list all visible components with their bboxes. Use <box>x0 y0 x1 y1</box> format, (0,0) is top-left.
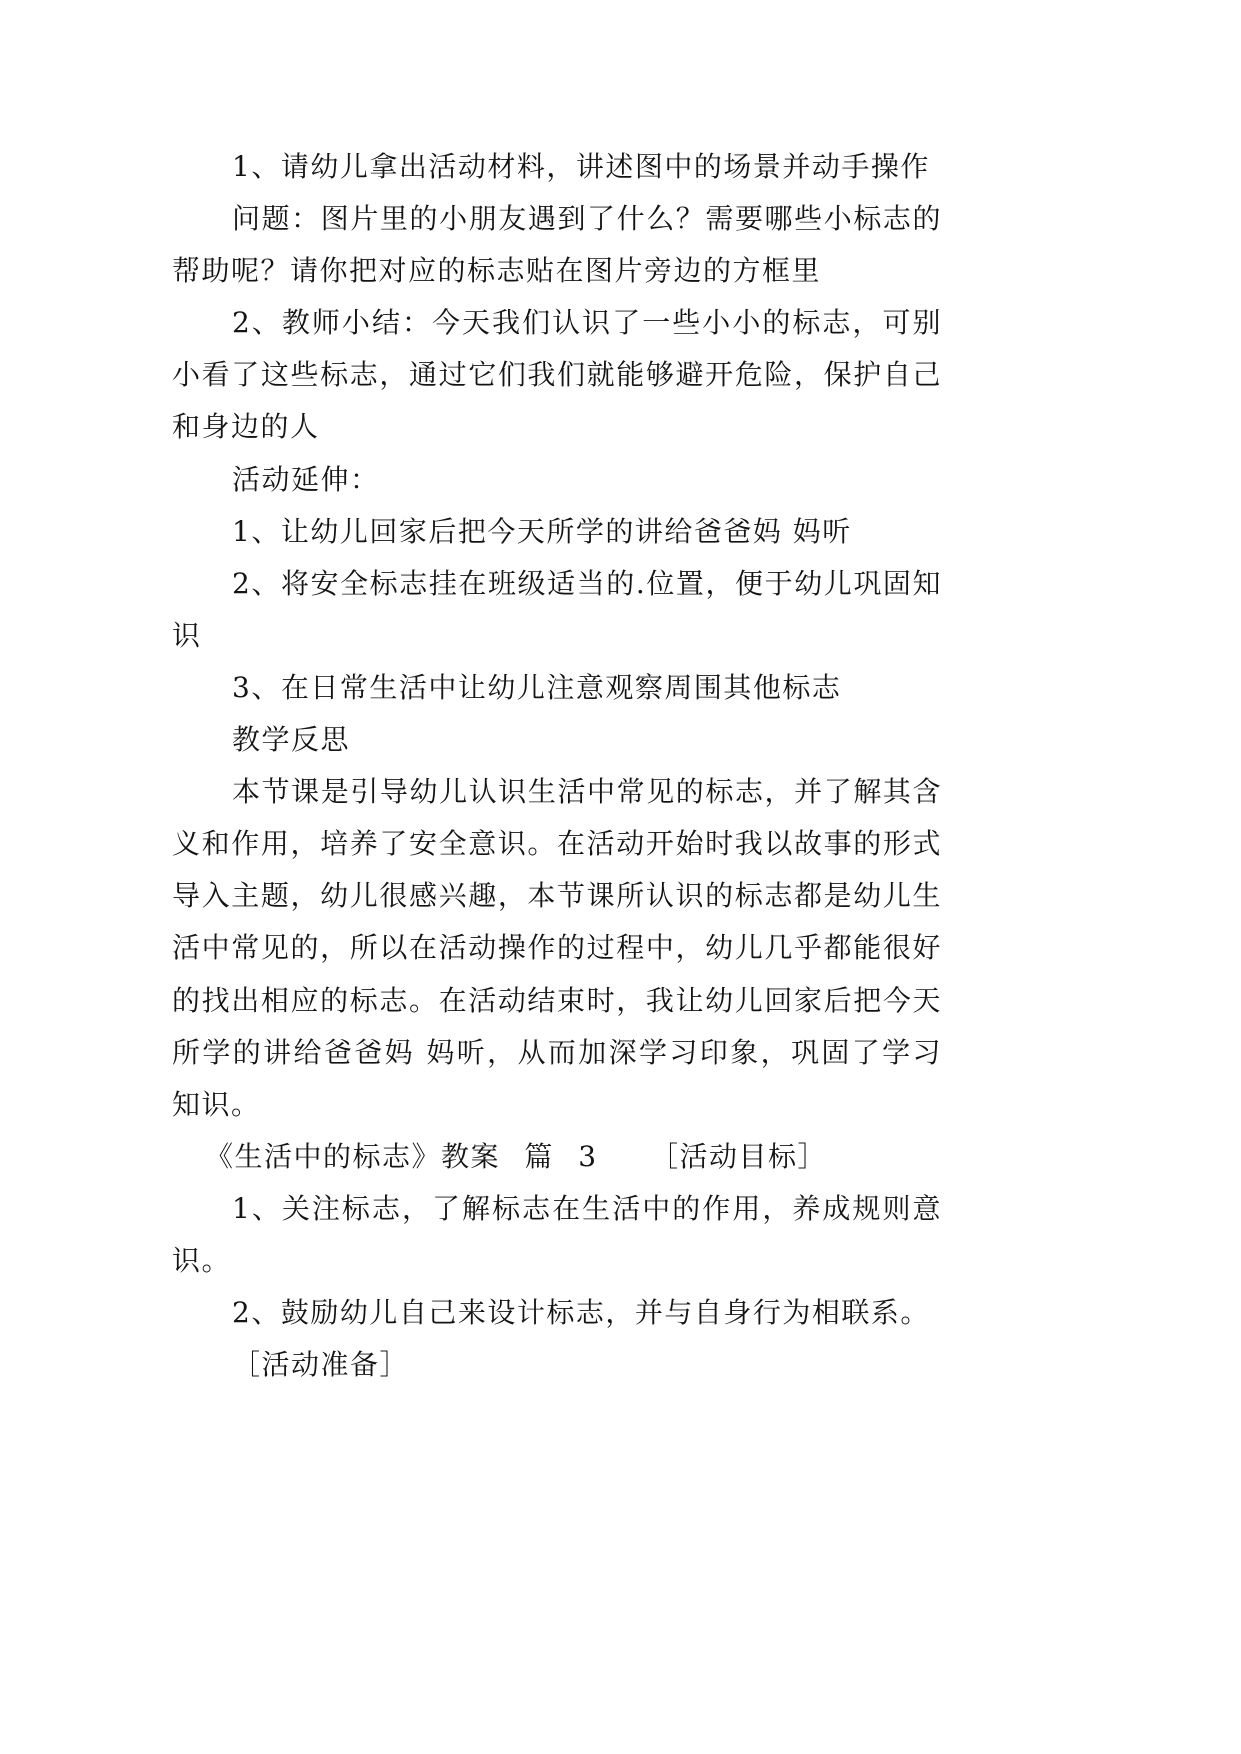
list-item: 1、让幼儿回家后把今天所学的讲给爸爸妈 妈听 <box>232 514 852 548</box>
paragraph-line: 义和作用，培养了安全意识。在活动开始时我以故事的形式 <box>172 827 942 861</box>
list-item: 2、将安全标志挂在班级适当的.位置，便于幼儿巩固知 <box>232 566 942 600</box>
list-item: 2、鼓励幼儿自己来设计标志，并与自身行为相联系。 <box>232 1296 930 1330</box>
paragraph-line: 本节课是引导幼儿认识生活中常见的标志，并了解其含 <box>232 775 942 809</box>
paragraph-line: 和身边的人 <box>172 410 320 444</box>
paragraph-line: 所学的讲给爸爸妈 妈听，从而加深学习印象，巩固了学习 <box>172 1035 942 1069</box>
paragraph-line: 问题：图片里的小朋友遇到了什么？需要哪些小标志的 <box>232 202 942 236</box>
subheading-teaching-reflection: 教学反思 <box>232 723 351 757</box>
section-label-activity-goals: ［活动目标］ <box>650 1139 828 1173</box>
section-heading <box>172 1131 942 1183</box>
section-title: 《生活中的标志》教案 篇 3 <box>205 1139 598 1173</box>
list-item-continuation: 识。 <box>172 1243 232 1277</box>
paragraph-line: 导入主题，幼儿很感兴趣，本节课所认识的标志都是幼儿生 <box>172 879 942 913</box>
list-item: 3、在日常生活中让幼儿注意观察周围其他标志 <box>232 670 842 704</box>
subheading-activity-extension: 活动延伸： <box>232 462 380 496</box>
document-body <box>172 141 942 1391</box>
paragraph-line: 1、请幼儿拿出活动材料，讲述图中的场景并动手操作 <box>232 150 930 183</box>
paragraph-line: 知识。 <box>172 1087 261 1121</box>
paragraph-line: 的找出相应的标志。在活动结束时，我让幼儿回家后把今天 <box>172 983 942 1017</box>
paragraph-line: 小看了这些标志，通过它们我们就能够避开危险，保护自己 <box>172 358 942 392</box>
paragraph-line: 活中常见的，所以在活动操作的过程中，幼儿几乎都能很好 <box>172 931 942 965</box>
list-item: 1、关注标志，了解标志在生活中的作用，养成规则意 <box>232 1191 942 1225</box>
paragraph-line: 2、教师小结：今天我们认识了一些小小的标志，可别 <box>232 306 942 340</box>
subheading-activity-preparation: ［活动准备］ <box>232 1348 410 1382</box>
paragraph-line: 帮助呢？请你把对应的标志贴在图片旁边的方框里 <box>172 254 822 288</box>
list-item-continuation: 识 <box>172 618 202 652</box>
